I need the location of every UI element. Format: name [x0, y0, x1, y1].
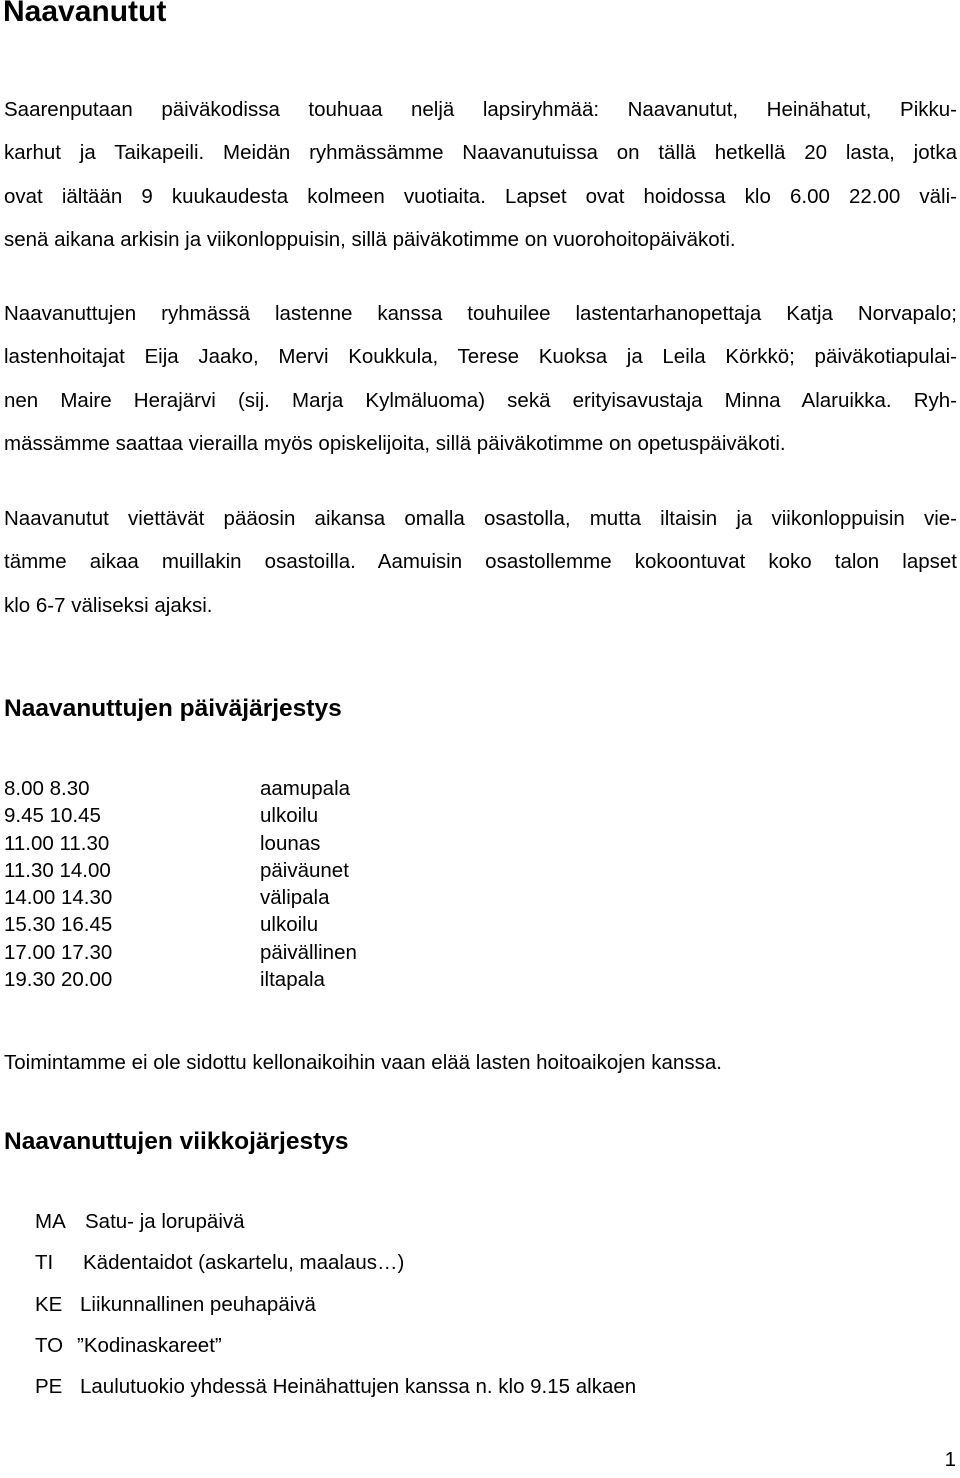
week-row — [35, 1328, 636, 1369]
week-row — [35, 1369, 636, 1410]
weekday-activity: Laulutuokio yhdessä Heinähattujen kanssa n. klo 9.15 alkaen — [80, 1375, 637, 1399]
schedule-activity: päiväunet — [260, 858, 349, 882]
daily-schedule-list — [4, 775, 357, 993]
weekday-activity: Kädentaidot (askartelu, maalaus…) — [83, 1251, 405, 1275]
schedule-row — [4, 884, 357, 911]
weekday-label: TO — [35, 1333, 64, 1357]
page-number: 1 — [944, 1448, 956, 1471]
schedule-row — [4, 802, 357, 829]
schedule-row — [4, 939, 357, 966]
daily-schedule-heading: Naavanuttujen päiväjärjestys — [4, 695, 342, 722]
schedule-time: 9.45 10.45 — [4, 804, 101, 828]
weekday-label: MA — [35, 1210, 66, 1233]
schedule-row — [4, 830, 357, 857]
schedule-time: 17.00 17.30 — [4, 940, 113, 964]
schedule-activity: välipala — [260, 886, 330, 910]
paragraph-line: tämme aikaa muillakin osastoilla. Aamuisin osastollemme kokoontuvat koko talon lapset — [4, 550, 957, 574]
schedule-time: 14.00 14.30 — [4, 886, 113, 910]
schedule-activity: iltapala — [260, 968, 325, 992]
paragraph-line: Naavanutut viettävät pääosin aikansa omalla osastolla, mutta iltaisin ja viikonloppuisin vie- — [4, 507, 957, 530]
weekday-activity: Liikunnallinen peuhapäivä — [80, 1292, 316, 1316]
activities-paragraph — [4, 497, 957, 627]
weekday-label: KE — [35, 1292, 63, 1316]
weekly-schedule-list — [35, 1204, 636, 1410]
weekday-activity: ”Kodinaskareet” — [77, 1333, 222, 1357]
schedule-activity: ulkoilu — [260, 804, 319, 828]
schedule-time: 8.00 8.30 — [4, 777, 90, 800]
schedule-row — [4, 966, 357, 993]
weekday-activity: Satu- ja lorupäivä — [85, 1210, 245, 1233]
weekday-label: PE — [35, 1375, 63, 1399]
schedule-time: 11.00 11.30 — [4, 831, 110, 855]
week-row — [35, 1204, 636, 1245]
paragraph-line: mässämme saattaa vierailla myös opiskelijoita, sillä päiväkotimme on opetuspäiväkoti. — [4, 432, 786, 456]
schedule-row — [4, 775, 357, 802]
paragraph-line: Saarenputaan päiväkodissa touhuaa neljä lapsiryhmää: Naavanutut, Heinähatut, Pikku- — [4, 98, 957, 121]
schedule-note: Toimintamme ei ole sidottu kellonaikoihin vaan elää lasten hoitoaikojen kanssa. — [4, 1051, 722, 1074]
staff-paragraph — [4, 292, 957, 466]
intro-paragraph — [4, 88, 957, 262]
page-title: Naavanutut — [3, 0, 167, 28]
schedule-row — [4, 911, 357, 938]
schedule-time: 15.30 16.45 — [4, 913, 113, 937]
schedule-activity: lounas — [260, 831, 321, 855]
paragraph-line: klo 6-7 väliseksi ajaksi. — [4, 593, 213, 617]
schedule-row — [4, 857, 357, 884]
paragraph-line: ovat iältään 9 kuukaudesta kolmeen vuotiaita. Lapset ovat hoidossa klo 6.00 22.00 väli- — [4, 184, 957, 208]
schedule-time: 19.30 20.00 — [4, 968, 113, 992]
schedule-activity: päivällinen — [260, 940, 357, 964]
week-row — [35, 1287, 636, 1328]
paragraph-line: karhut ja Taikapeili. Meidän ryhmässämme Naavanutuissa on tällä hetkellä 20 lasta, jotka — [4, 141, 957, 165]
week-row — [35, 1245, 636, 1286]
schedule-activity: aamupala — [260, 777, 351, 800]
paragraph-line: Naavanuttujen ryhmässä lastenne kanssa touhuilee lastentarhanopettaja Katja Norvapalo; — [4, 302, 957, 325]
paragraph-line: nen Maire Herajärvi (sij. Marja Kylmäluoma) sekä erityisavustaja Minna Alaruikka. Ryh- — [4, 388, 957, 412]
schedule-activity: ulkoilu — [260, 913, 319, 937]
schedule-time: 11.30 14.00 — [4, 858, 111, 882]
paragraph-line: lastenhoitajat Eija Jaako, Mervi Koukkula, Terese Kuoksa ja Leila Körkkö; päiväkotiapulai- — [4, 345, 957, 369]
paragraph-line: senä aikana arkisin ja viikonloppuisin, sillä päiväkotimme on vuorohoitopäiväkoti. — [4, 228, 736, 252]
weekly-schedule-heading: Naavanuttujen viikkojärjestys — [4, 1128, 349, 1155]
weekday-label: TI — [35, 1251, 54, 1275]
